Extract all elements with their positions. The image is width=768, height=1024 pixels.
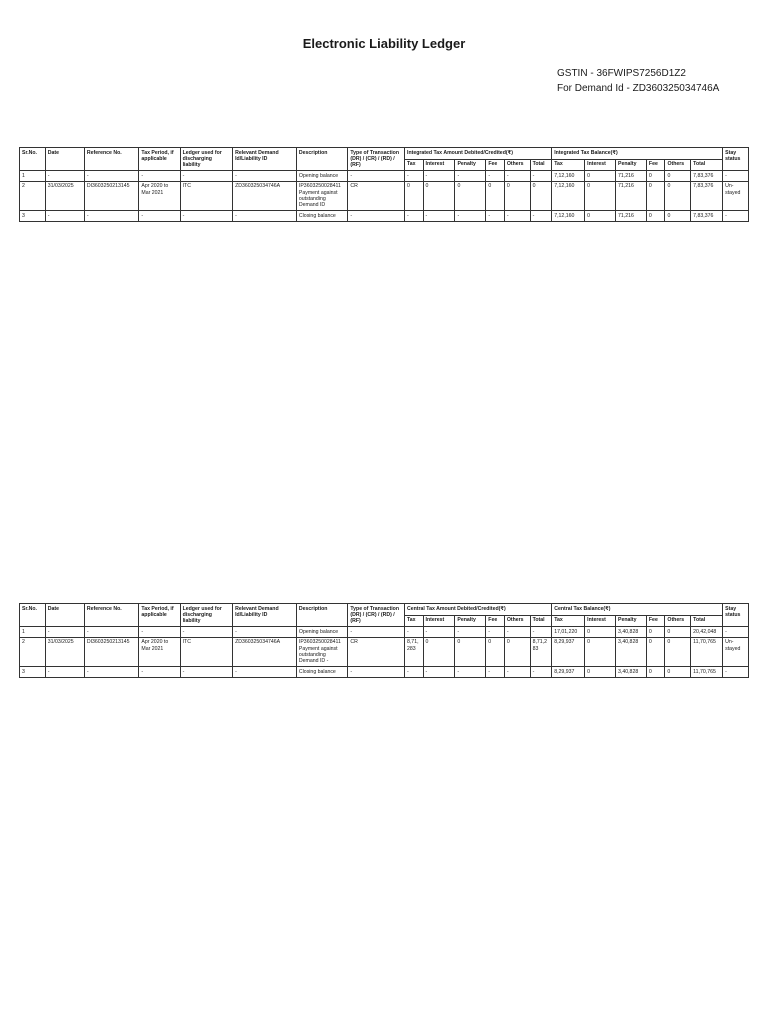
table-cell: -: [348, 171, 405, 181]
table-cell: 0: [530, 181, 552, 211]
description-header: Description: [296, 148, 347, 171]
table-row: [20, 171, 749, 181]
table-cell: -: [486, 171, 505, 181]
sr-no-header: Sr.No.: [20, 604, 46, 627]
page-title: Electronic Liability Ledger: [302, 36, 466, 51]
transaction-type-header: Type of Transaction (DR) / (CR) / (RD) / (RF): [348, 148, 405, 171]
table-cell: Apr 2020 to Mar 2021: [139, 181, 180, 211]
table-cell: 0: [646, 627, 665, 637]
table-cell: -: [504, 627, 530, 637]
table-cell: -: [405, 171, 424, 181]
table-cell: IP3603250028411 Payment against outstanding Demand ID: [296, 181, 347, 211]
gstin-label: GSTIN - 36FWIPS7256D1Z2: [557, 68, 686, 79]
table-cell: 8,71,283: [404, 637, 423, 667]
table-cell: -: [404, 667, 423, 677]
transaction-type-header: Type of Transaction (DR) / (CR) / (RD) / (RF): [348, 604, 405, 627]
table-cell: 3,40,828: [616, 627, 647, 637]
integrated-tax-ledger-table: [19, 147, 749, 222]
amount-group-header: Central Tax Amount Debited/Credited(₹): [404, 604, 551, 616]
table-cell: -: [530, 171, 552, 181]
table-cell: 1: [20, 627, 46, 637]
table-cell: 8,29,937: [552, 667, 585, 677]
table-cell: 0: [665, 637, 691, 667]
reference-no-header: Reference No.: [84, 148, 139, 171]
table-cell: 3: [20, 211, 46, 221]
table-cell: Un-stayed: [723, 637, 749, 667]
demand-id-header: Relevant Demand Id/Liability ID: [233, 148, 297, 171]
amount-fee-header: Fee: [486, 159, 505, 171]
table-cell: 0: [646, 211, 665, 221]
table-cell: -: [423, 627, 455, 637]
table-cell: 0: [646, 667, 665, 677]
table-row: [20, 637, 749, 667]
table-cell: 7,83,376: [691, 171, 723, 181]
table-cell: DI3603250213145: [84, 181, 139, 211]
demand-id-header: Relevant Demand Id/Liability ID: [233, 604, 297, 627]
tax-period-header: Tax Period, if applicable: [139, 148, 180, 171]
table-cell: 3,40,828: [616, 667, 647, 677]
balance-total-header: Total: [691, 615, 723, 627]
table-cell: -: [504, 171, 530, 181]
table-cell: -: [455, 667, 486, 677]
table-cell: -: [455, 627, 486, 637]
table-cell: 71,216: [616, 171, 647, 181]
table-cell: 0: [455, 637, 486, 667]
table-cell: ZD360325034746A: [233, 637, 297, 667]
balance-fee-header: Fee: [646, 159, 665, 171]
table-cell: 0: [665, 171, 691, 181]
table-cell: CR: [348, 181, 405, 211]
table-cell: 0: [585, 171, 616, 181]
table-cell: Closing balance: [296, 211, 347, 221]
table-cell: -: [139, 627, 180, 637]
table-cell: 0: [585, 637, 616, 667]
table-cell: 0: [665, 667, 691, 677]
table-row: [20, 667, 749, 677]
table-cell: -: [405, 211, 424, 221]
date-header: Date: [45, 148, 84, 171]
table-cell: ITC: [180, 637, 233, 667]
sr-no-header: Sr.No.: [20, 148, 46, 171]
table-cell: -: [139, 667, 180, 677]
table-cell: 0: [585, 627, 616, 637]
ledger-used-header: Ledger used for discharging liability: [180, 148, 233, 171]
table-cell: Opening balance: [296, 627, 347, 637]
table-cell: 0: [646, 637, 665, 667]
table-cell: 71,216: [616, 211, 647, 221]
ledger-meta: [557, 66, 719, 96]
table-cell: 20,42,048: [691, 627, 723, 637]
stay-status-header: Stay status: [723, 148, 749, 171]
balance-tax-header: Tax: [552, 615, 585, 627]
table-cell: DI3603250213145: [84, 637, 139, 667]
table-cell: 0: [665, 211, 691, 221]
table-cell: -: [45, 171, 84, 181]
table-cell: 17,01,220: [552, 627, 585, 637]
amount-others-header: Others: [504, 615, 530, 627]
demand-id-label: For Demand Id - ZD360325034746A: [557, 83, 720, 94]
table-cell: 31/03/2025: [45, 637, 84, 667]
table-cell: -: [404, 627, 423, 637]
table-cell: -: [723, 171, 749, 181]
table-cell: 8,29,937: [552, 637, 585, 667]
amount-penalty-header: Penalty: [455, 615, 486, 627]
table-cell: -: [45, 667, 84, 677]
table-cell: -: [486, 627, 505, 637]
table-cell: -: [348, 211, 405, 221]
table-cell: -: [45, 627, 84, 637]
table-cell: 0: [585, 667, 616, 677]
table-cell: -: [530, 627, 552, 637]
table-cell: Closing balance: [296, 667, 347, 677]
table-cell: 11,70,765: [691, 667, 723, 677]
amount-total-header: Total: [530, 615, 552, 627]
table-cell: 2: [20, 181, 46, 211]
table-cell: -: [233, 627, 297, 637]
table-cell: -: [180, 211, 233, 221]
table-cell: -: [486, 667, 505, 677]
table-cell: -: [45, 211, 84, 221]
table-cell: -: [348, 627, 405, 637]
table-cell: 0: [646, 171, 665, 181]
table-cell: 7,12,160: [552, 171, 585, 181]
table-cell: -: [84, 171, 139, 181]
table-cell: -: [723, 211, 749, 221]
table-cell: 2: [20, 637, 46, 667]
balance-total-header: Total: [691, 159, 723, 171]
table-cell: 0: [423, 181, 455, 211]
table-cell: -: [423, 667, 455, 677]
balance-others-header: Others: [665, 615, 691, 627]
table-cell: -: [423, 211, 455, 221]
amount-interest-header: Interest: [423, 615, 455, 627]
table-cell: Opening balance: [296, 171, 347, 181]
description-header: Description: [296, 604, 347, 627]
table-cell: 7,83,376: [691, 181, 723, 211]
table-cell: -: [423, 171, 455, 181]
table-cell: -: [504, 211, 530, 221]
table-cell: 7,12,160: [552, 181, 585, 211]
amount-penalty-header: Penalty: [455, 159, 486, 171]
table-cell: -: [139, 211, 180, 221]
amount-tax-header: Tax: [404, 615, 423, 627]
table-cell: -: [348, 667, 405, 677]
amount-total-header: Total: [530, 159, 552, 171]
table-cell: -: [455, 171, 486, 181]
balance-fee-header: Fee: [646, 615, 665, 627]
table-cell: 0: [646, 181, 665, 211]
table-cell: 0: [665, 627, 691, 637]
table-cell: 7,12,160: [552, 211, 585, 221]
table-cell: -: [180, 627, 233, 637]
table-row: [20, 627, 749, 637]
ledger-used-header: Ledger used for discharging liability: [180, 604, 233, 627]
balance-group-header: Integrated Tax Balance(₹): [552, 148, 723, 160]
table-cell: -: [455, 211, 486, 221]
table-cell: 71,216: [616, 181, 647, 211]
table-cell: ITC: [180, 181, 233, 211]
amount-fee-header: Fee: [486, 615, 505, 627]
date-header: Date: [45, 604, 84, 627]
table-cell: -: [486, 211, 505, 221]
table-cell: 0: [585, 211, 616, 221]
table-cell: 0: [504, 181, 530, 211]
table-cell: 0: [405, 181, 424, 211]
table-cell: -: [723, 627, 749, 637]
balance-penalty-header: Penalty: [616, 159, 647, 171]
table-cell: 3,40,828: [616, 637, 647, 667]
table-cell: 8,71,283: [530, 637, 552, 667]
table-cell: -: [530, 211, 552, 221]
table-cell: -: [84, 211, 139, 221]
table-cell: -: [139, 171, 180, 181]
table-cell: Apr 2020 to Mar 2021: [139, 637, 180, 667]
table-cell: CR: [348, 637, 405, 667]
table-cell: -: [504, 667, 530, 677]
amount-interest-header: Interest: [423, 159, 455, 171]
table-cell: 0: [486, 637, 505, 667]
table-cell: 3: [20, 667, 46, 677]
balance-tax-header: Tax: [552, 159, 585, 171]
tax-period-header: Tax Period, if applicable: [139, 604, 180, 627]
table-cell: 11,70,765: [691, 637, 723, 667]
reference-no-header: Reference No.: [84, 604, 139, 627]
balance-penalty-header: Penalty: [616, 615, 647, 627]
central-tax-ledger-table: [19, 603, 749, 678]
table-cell: -: [530, 667, 552, 677]
table-cell: 31/03/2025: [45, 181, 84, 211]
table-cell: -: [84, 667, 139, 677]
table-cell: 0: [665, 181, 691, 211]
table-cell: 0: [504, 637, 530, 667]
table-cell: 0: [455, 181, 486, 211]
balance-group-header: Central Tax Balance(₹): [552, 604, 723, 616]
amount-tax-header: Tax: [405, 159, 424, 171]
table-cell: -: [180, 171, 233, 181]
table-cell: -: [233, 667, 297, 677]
table-row: [20, 181, 749, 211]
table-cell: IP3603250028411 Payment against outstanding Demand ID -: [296, 637, 347, 667]
table-cell: -: [233, 211, 297, 221]
balance-interest-header: Interest: [585, 159, 616, 171]
table-cell: -: [180, 667, 233, 677]
table-row: [20, 211, 749, 221]
table-cell: -: [233, 171, 297, 181]
table-cell: 1: [20, 171, 46, 181]
balance-others-header: Others: [665, 159, 691, 171]
table-cell: Un-stayed: [723, 181, 749, 211]
table-cell: 7,83,376: [691, 211, 723, 221]
table-cell: 0: [486, 181, 505, 211]
balance-interest-header: Interest: [585, 615, 616, 627]
stay-status-header: Stay status: [723, 604, 749, 627]
amount-group-header: Integrated Tax Amount Debited/Credited(₹): [405, 148, 552, 160]
table-cell: -: [723, 667, 749, 677]
table-cell: -: [84, 627, 139, 637]
table-cell: ZD360325034746A: [233, 181, 297, 211]
amount-others-header: Others: [504, 159, 530, 171]
table-cell: 0: [585, 181, 616, 211]
table-cell: 0: [423, 637, 455, 667]
